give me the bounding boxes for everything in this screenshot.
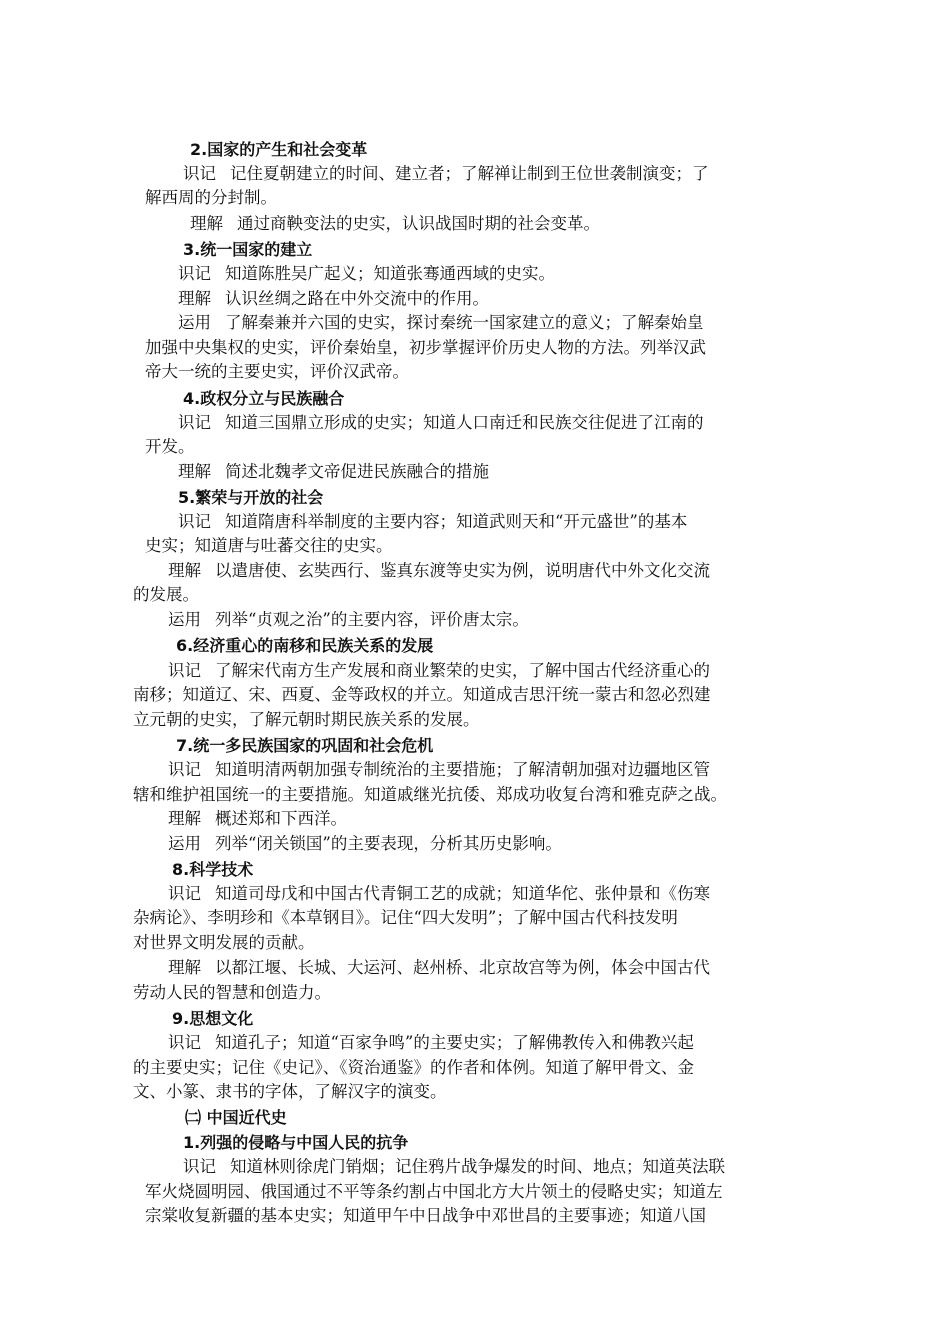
item-text: 知道陈胜吴广起义；知道张骞通西域的史实。 xyxy=(225,264,555,283)
item-line xyxy=(190,212,600,236)
item-text: 知道司母戊和中国古代青铜工艺的成就；知道华佗、张仲景和《伤寒 xyxy=(215,884,710,903)
item-text-continued: 南移；知道辽、宋、西夏、金等政权的并立。知道成吉思汗统一蒙古和忽必烈建 xyxy=(133,685,711,704)
item-label: 识记 xyxy=(178,264,211,283)
item-label: 理解 xyxy=(168,809,201,828)
item-line xyxy=(178,287,489,311)
item-line xyxy=(168,559,710,583)
section-heading: ㈡ 中国近代史 xyxy=(185,1108,287,1127)
item-text: 列举“闭关锁国”的主要表现，分析其历史影响。 xyxy=(215,834,562,853)
item-line xyxy=(168,956,710,980)
section-heading: 7.统一多民族国家的巩固和社会危机 xyxy=(176,736,434,755)
item-text: 知道隋唐科举制度的主要内容；知道武则天和“开元盛世”的基本 xyxy=(225,512,688,531)
item-text: 通过商鞅变法的史实，认识战国时期的社会变革。 xyxy=(237,214,600,233)
item-text: 知道孔子；知道“百家争鸣”的主要史实；了解佛教传入和佛教兴起 xyxy=(215,1033,694,1052)
item-line xyxy=(168,807,347,831)
item-label: 识记 xyxy=(168,760,201,779)
item-text-continued: 军火烧圆明园、俄国通过不平等条约割占中国北方大片领土的侵略史实；知道左 xyxy=(145,1182,723,1201)
item-text-continued: 开发。 xyxy=(145,437,195,456)
item-line xyxy=(183,162,709,186)
item-text: 认识丝绸之路在中外交流中的作用。 xyxy=(225,289,489,308)
item-text: 知道林则徐虎门销烟；记住鸦片战争爆发的时间、地点；知道英法联 xyxy=(230,1157,725,1176)
item-label: 运用 xyxy=(178,313,211,332)
item-text: 记住夏朝建立的时间、建立者；了解禅让制到王位世袭制演变；了 xyxy=(230,164,709,183)
item-text-continued: 的发展。 xyxy=(133,585,199,604)
section-heading: 8.科学技术 xyxy=(172,860,254,879)
item-text-continued: 宗棠收复新疆的基本史实；知道甲午中日战争中邓世昌的主要事迹；知道八国 xyxy=(145,1206,706,1225)
item-text-continued: 立元朝的史实，了解元朝时期民族关系的发展。 xyxy=(133,710,480,729)
item-text: 了解宋代南方生产发展和商业繁荣的史实，了解中国古代经济重心的 xyxy=(215,661,710,680)
item-text-continued: 帝大一统的主要史实，评价汉武帝。 xyxy=(145,362,409,381)
item-line xyxy=(168,659,710,683)
item-line xyxy=(178,411,704,435)
item-label: 识记 xyxy=(168,884,201,903)
item-text-continued: 加强中央集权的史实，评价秦始皇，初步掌握评价历史人物的方法。列举汉武 xyxy=(145,338,706,357)
item-label: 识记 xyxy=(168,661,201,680)
section-heading: 4.政权分立与民族融合 xyxy=(183,389,345,408)
item-line xyxy=(168,832,562,856)
item-label: 识记 xyxy=(178,413,211,432)
item-text-continued: 杂病论》、李明珍和《本草钢目》。记住“四大发明”；了解中国古代科技发明 xyxy=(133,908,678,927)
item-text: 简述北魏孝文帝促进民族融合的措施 xyxy=(225,462,489,481)
item-line xyxy=(168,608,529,632)
item-label: 识记 xyxy=(178,512,211,531)
item-label: 理解 xyxy=(178,462,211,481)
section-heading: 6.经济重心的南移和民族关系的发展 xyxy=(176,636,434,655)
item-text: 概述郑和下西洋。 xyxy=(215,809,347,828)
section-heading: 1.列强的侵略与中国人民的抗争 xyxy=(183,1133,409,1152)
item-text-continued: 的主要史实；记住《史记》、《资治通鉴》的作者和体例。知道了解甲骨文、金 xyxy=(133,1058,694,1077)
item-text: 列举“贞观之治”的主要内容，评价唐太宗。 xyxy=(215,610,529,629)
section-heading: 5.繁荣与开放的社会 xyxy=(178,488,324,507)
item-text-continued: 解西周的分封制。 xyxy=(145,188,277,207)
item-label: 运用 xyxy=(168,834,201,853)
item-text-continued: 劳动人民的智慧和创造力。 xyxy=(133,983,331,1002)
item-label: 理解 xyxy=(178,289,211,308)
item-label: 理解 xyxy=(168,958,201,977)
item-line xyxy=(178,262,555,286)
item-label: 理解 xyxy=(190,214,223,233)
item-line xyxy=(168,1031,694,1055)
item-line xyxy=(183,1155,725,1179)
item-label: 识记 xyxy=(168,1033,201,1052)
item-text-continued: 史实；知道唐与吐蕃交往的史实。 xyxy=(145,536,393,555)
section-heading: 2.国家的产生和社会变革 xyxy=(190,140,368,159)
item-line xyxy=(178,510,687,534)
item-text-continued: 对世界文明发展的贡献。 xyxy=(133,933,315,952)
item-label: 理解 xyxy=(168,561,201,580)
item-line xyxy=(168,758,710,782)
item-text: 知道三国鼎立形成的史实；知道人口南迁和民族交往促进了江南的 xyxy=(225,413,704,432)
item-label: 识记 xyxy=(183,164,216,183)
item-text: 以遣唐使、玄奘西行、鉴真东渡等史实为例，说明唐代中外文化交流 xyxy=(215,561,710,580)
item-label: 识记 xyxy=(183,1157,216,1176)
item-line xyxy=(178,311,704,335)
item-line xyxy=(178,460,489,484)
item-text: 知道明清两朝加强专制统治的主要措施；了解清朝加强对边疆地区管 xyxy=(215,760,710,779)
item-text: 以都江堰、长城、大运河、赵州桥、北京故宫等为例，体会中国古代 xyxy=(215,958,710,977)
item-line xyxy=(168,882,710,906)
item-text-continued: 文、小篆、隶书的字体，了解汉字的演变。 xyxy=(133,1082,447,1101)
item-text: 了解秦兼并六国的史实，探讨秦统一国家建立的意义；了解秦始皇 xyxy=(225,313,704,332)
section-heading: 3.统一国家的建立 xyxy=(183,240,313,259)
item-label: 运用 xyxy=(168,610,201,629)
section-heading: 9.思想文化 xyxy=(172,1009,254,1028)
item-text-continued: 辖和维护祖国统一的主要措施。知道戚继光抗倭、郑成功收复台湾和雅克萨之战。 xyxy=(133,785,727,804)
